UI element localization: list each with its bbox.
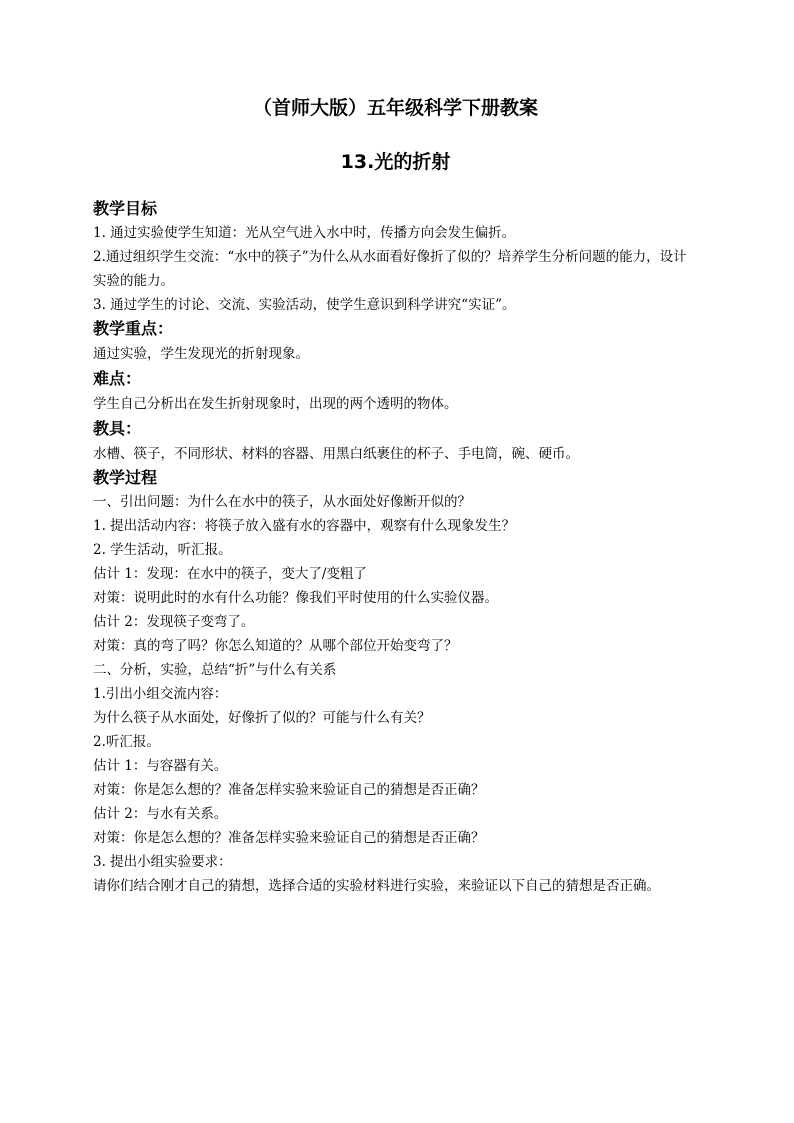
process-line: 3. 提出小组实验要求：: [93, 854, 232, 870]
process-line: 1. 提出活动内容：将筷子放入盛有水的容器中，观察有什么现象发生？: [93, 518, 516, 534]
key-point-line: 通过实验，学生发现光的折射现象。: [93, 346, 309, 362]
process-line: 对策：真的弯了吗？你怎么知道的？从哪个部位开始变弯了？: [93, 638, 458, 654]
lesson-title: 13.光的折射: [340, 151, 451, 173]
process-line: 二、分析，实验，总结“折”与什么有关系: [93, 662, 337, 678]
process-line: 一、引出问题：为什么在水中的筷子，从水面处好像断开似的？: [93, 494, 471, 510]
process-line: 估计 1：发现：在水中的筷子，变大了/变粗了: [93, 566, 367, 582]
process-line: 对策：你是怎么想的？准备怎样实验来验证自己的猜想是否正确？: [93, 782, 485, 798]
process-line: 2.听汇报。: [93, 734, 160, 750]
process-line: 估计 1：与容器有关。: [93, 758, 228, 774]
objective-line: 2.通过组织学生交流：“水中的筷子”为什么从水面看好像折了似的？培养学生分析问题的能力，设计实验的能力。: [93, 249, 687, 289]
process-line: 对策：说明此时的水有什么功能？像我们平时使用的什么实验仪器。: [93, 590, 498, 606]
section-heading-process: 教学过程: [93, 468, 158, 487]
process-line: 为什么筷子从水面处，好像折了似的？可能与什么有关？: [93, 710, 431, 726]
process-line: 估计 2：发现筷子变弯了。: [93, 614, 255, 630]
document-title: （首师大版）五年级科学下册教案: [252, 97, 538, 119]
section-heading-key-point: 教学重点：: [93, 319, 174, 338]
document-body: [93, 197, 698, 898]
section-heading-objectives: 教学目标: [93, 199, 158, 218]
process-line: 对策：你是怎么想的？准备怎样实验来验证自己的猜想是否正确？: [93, 830, 485, 846]
process-line: 请你们结合刚才自己的猜想，选择合适的实验材料进行实验，来验证以下自己的猜想是否正确。: [93, 878, 660, 894]
process-line: 2. 学生活动，听汇报。: [93, 542, 232, 558]
section-heading-difficulty: 难点：: [93, 369, 142, 388]
section-heading-materials: 教具：: [93, 419, 142, 438]
objective-line: 1. 通过实验使学生知道：光从空气进入水中时，传播方向会发生偏折。: [93, 225, 516, 241]
process-line: 1.引出小组交流内容：: [93, 686, 228, 702]
difficulty-line: 学生自己分析出在发生折射现象时，出现的两个透明的物体。: [93, 396, 458, 412]
process-line: 估计 2：与水有关系。: [93, 806, 228, 822]
materials-line: 水槽、筷子，不同形状、材料的容器、用黑白纸裹住的杯子、手电筒，碗、硬币。: [93, 446, 579, 462]
objective-line: 3. 通过学生的讨论、交流、实验活动，使学生意识到科学讲究“实证”。: [93, 297, 516, 313]
